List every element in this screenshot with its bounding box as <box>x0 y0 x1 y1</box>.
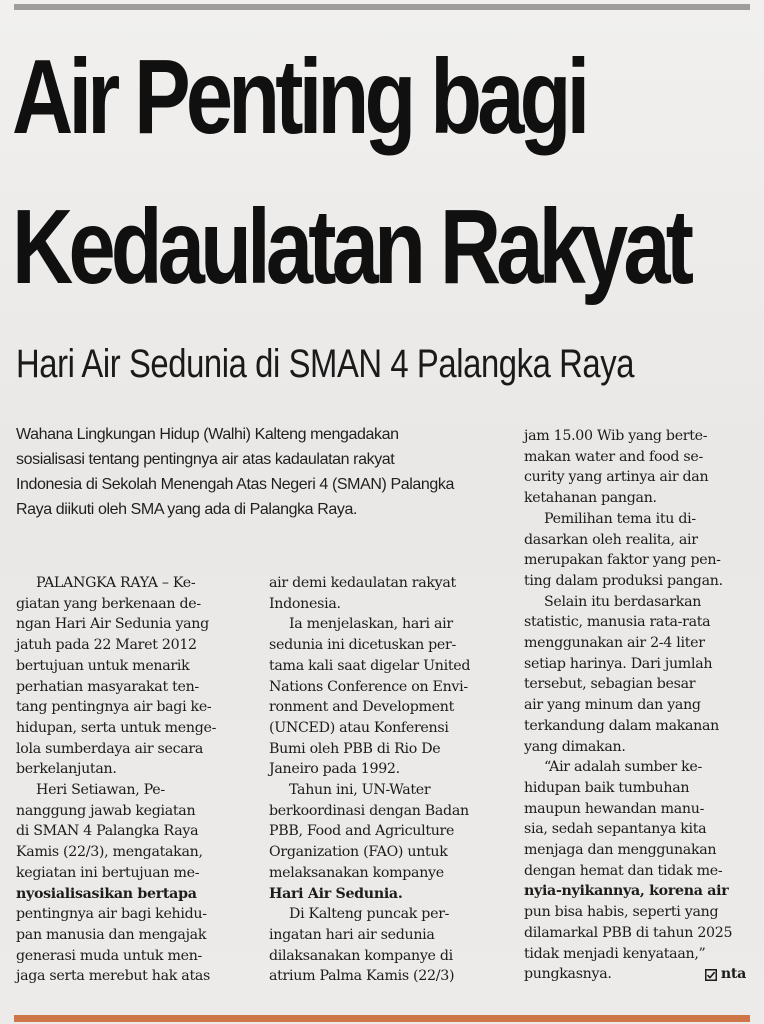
headline-line-1: Air Penting bagi <box>12 38 586 156</box>
article-column-3 <box>524 426 754 985</box>
column-line: ingatan hari air sedunia <box>269 926 435 943</box>
column-line: ngan Hari Air Sedunia yang <box>16 616 209 633</box>
column-line: tidak menjadi kenyataan,” <box>524 945 706 962</box>
column-line: Selain itu berdasarkan <box>544 593 702 610</box>
column-line: dilaksanakan kompanye di <box>269 947 453 964</box>
column-line: sia, sedah sepantanya kita <box>524 821 707 838</box>
column-line: yang dimakan. <box>524 738 626 755</box>
column-line: sedunia ini dicetuskan per- <box>269 637 456 654</box>
column-line: jatuh pada 22 Maret 2012 <box>16 637 197 654</box>
column-line: Indonesia. <box>269 595 341 612</box>
column-line: Ia menjelaskan, hari air <box>289 616 453 633</box>
column-line: Pemilihan tema itu di- <box>544 510 696 527</box>
headline-line-2: Kedaulatan Rakyat <box>12 188 690 306</box>
column-line: Heri Setiawan, Pe- <box>36 782 165 799</box>
column-line: air yang minum dan yang <box>524 697 701 714</box>
headline <box>12 22 690 322</box>
column-line: di SMAN 4 Palangka Raya <box>16 823 199 840</box>
column-line: curity yang artinya air dan <box>524 469 709 486</box>
column-line: maupun hewandan manu- <box>524 800 705 817</box>
byline-signature <box>705 964 754 985</box>
column-line: Janeiro pada 1992. <box>269 761 400 778</box>
column-line <box>524 964 754 985</box>
byline-initials: nta <box>720 966 746 983</box>
column-line: lola sumberdaya air secara <box>16 740 204 757</box>
top-rule <box>14 4 750 10</box>
column-line: menggunakan air 2-4 liter <box>524 635 705 652</box>
column-line: jam 15.00 Wib yang berte- <box>524 428 708 444</box>
column-line: dasarkan oleh realita, air <box>524 531 698 548</box>
column-line: giatan yang berkenaan de- <box>16 595 201 612</box>
column-line: PBB, Food and Agriculture <box>269 823 455 840</box>
column-line: nanggung jawab kegiatan <box>16 802 196 819</box>
column-line: nyia-nyikannya, korena air <box>524 883 729 900</box>
column-line: Di Kalteng puncak per- <box>289 906 450 923</box>
column-line: tang pentingnya air bagi ke- <box>16 699 212 716</box>
column-line: kegiatan ini bertujuan me- <box>16 864 200 881</box>
lead-line: Raya diikuti oleh SMA yang ada di Palangka Raya. <box>16 501 358 518</box>
lead-line: sosialisasi tentang pentingnya air atas kadaulatan rakyat <box>16 451 395 468</box>
column-line: tama kali saat digelar United <box>269 657 471 674</box>
column-line: statistic, manusia rata-rata <box>524 614 711 631</box>
lead-line: Wahana Lingkungan Hidup (Walhi) Kalteng mengadakan <box>16 426 399 443</box>
column-line: terkandung dalam makanan <box>524 717 720 734</box>
column-line: pan manusia dan mengajak <box>16 926 207 943</box>
lead-line: Indonesia di Sekolah Menengah Atas Negeri 4 (SMAN) Palangka <box>16 476 455 493</box>
column-line: air demi kedaulatan rakyat <box>269 575 456 591</box>
article-column-2 <box>269 573 501 987</box>
column-line: hidupan baik tumbuhan <box>524 779 690 796</box>
column-line: berkoordinasi dengan Badan <box>269 802 469 819</box>
column-line: bertujuan untuk menarik <box>16 657 190 674</box>
column-line: melaksanakan kompanye <box>269 864 444 881</box>
column-line: Hari Air Sedunia. <box>269 885 403 902</box>
column-line: jaga serta merebut hak atas <box>16 968 210 985</box>
column-line: dengan hemat dan tidak me- <box>524 862 723 879</box>
column-line: “Air adalah sumber ke- <box>544 759 702 776</box>
column-line: menjaga dan menggunakan <box>524 842 717 859</box>
column-line: generasi muda untuk men- <box>16 947 203 964</box>
column-line: dilamarkal PBB di tahun 2025 <box>524 924 733 941</box>
column-line: pun bisa habis, seperti yang <box>524 904 719 921</box>
column-line: ting dalam produksi pangan. <box>524 572 723 589</box>
column-line: Kamis (22/3), mengatakan, <box>16 844 203 861</box>
column-line: PALANGKA RAYA – Ke- <box>36 575 196 591</box>
closing-line: pungkasnya. <box>524 966 612 983</box>
column-line: ketahanan pangan. <box>524 490 657 507</box>
bottom-rule <box>14 1015 750 1022</box>
column-line: Bumi oleh PBB di Rio De <box>269 740 441 757</box>
column-line: Nations Conference on Envi- <box>269 678 468 695</box>
column-line: pentingnya air bagi kehidu- <box>16 906 207 923</box>
column-line: nyosialisasikan bertapa <box>16 885 197 902</box>
column-line: setiap harinya. Dari jumlah <box>524 655 713 672</box>
column-line: berkelanjutan. <box>16 761 117 778</box>
column-line: makan water and food se- <box>524 448 703 465</box>
lead-paragraph <box>16 422 516 522</box>
column-line: Tahun ini, UN-Water <box>289 782 431 799</box>
checked-box-icon <box>705 969 717 981</box>
column-line: tersebut, sebagian besar <box>524 676 696 693</box>
article-column-1 <box>16 573 248 987</box>
column-line: merupakan faktor yang pen- <box>524 552 721 569</box>
column-line: atrium Palma Kamis (22/3) <box>269 968 455 985</box>
subheadline: Hari Air Sedunia di SMAN 4 Palangka Raya <box>16 342 635 386</box>
column-line: ronment and Development <box>269 699 454 716</box>
column-line: (UNCED) atau Konferensi <box>269 719 449 736</box>
column-line: hidupan, serta untuk menge- <box>16 719 217 736</box>
column-line: perhatian masyarakat ten- <box>16 678 199 695</box>
column-line: Organization (FAO) untuk <box>269 844 448 861</box>
